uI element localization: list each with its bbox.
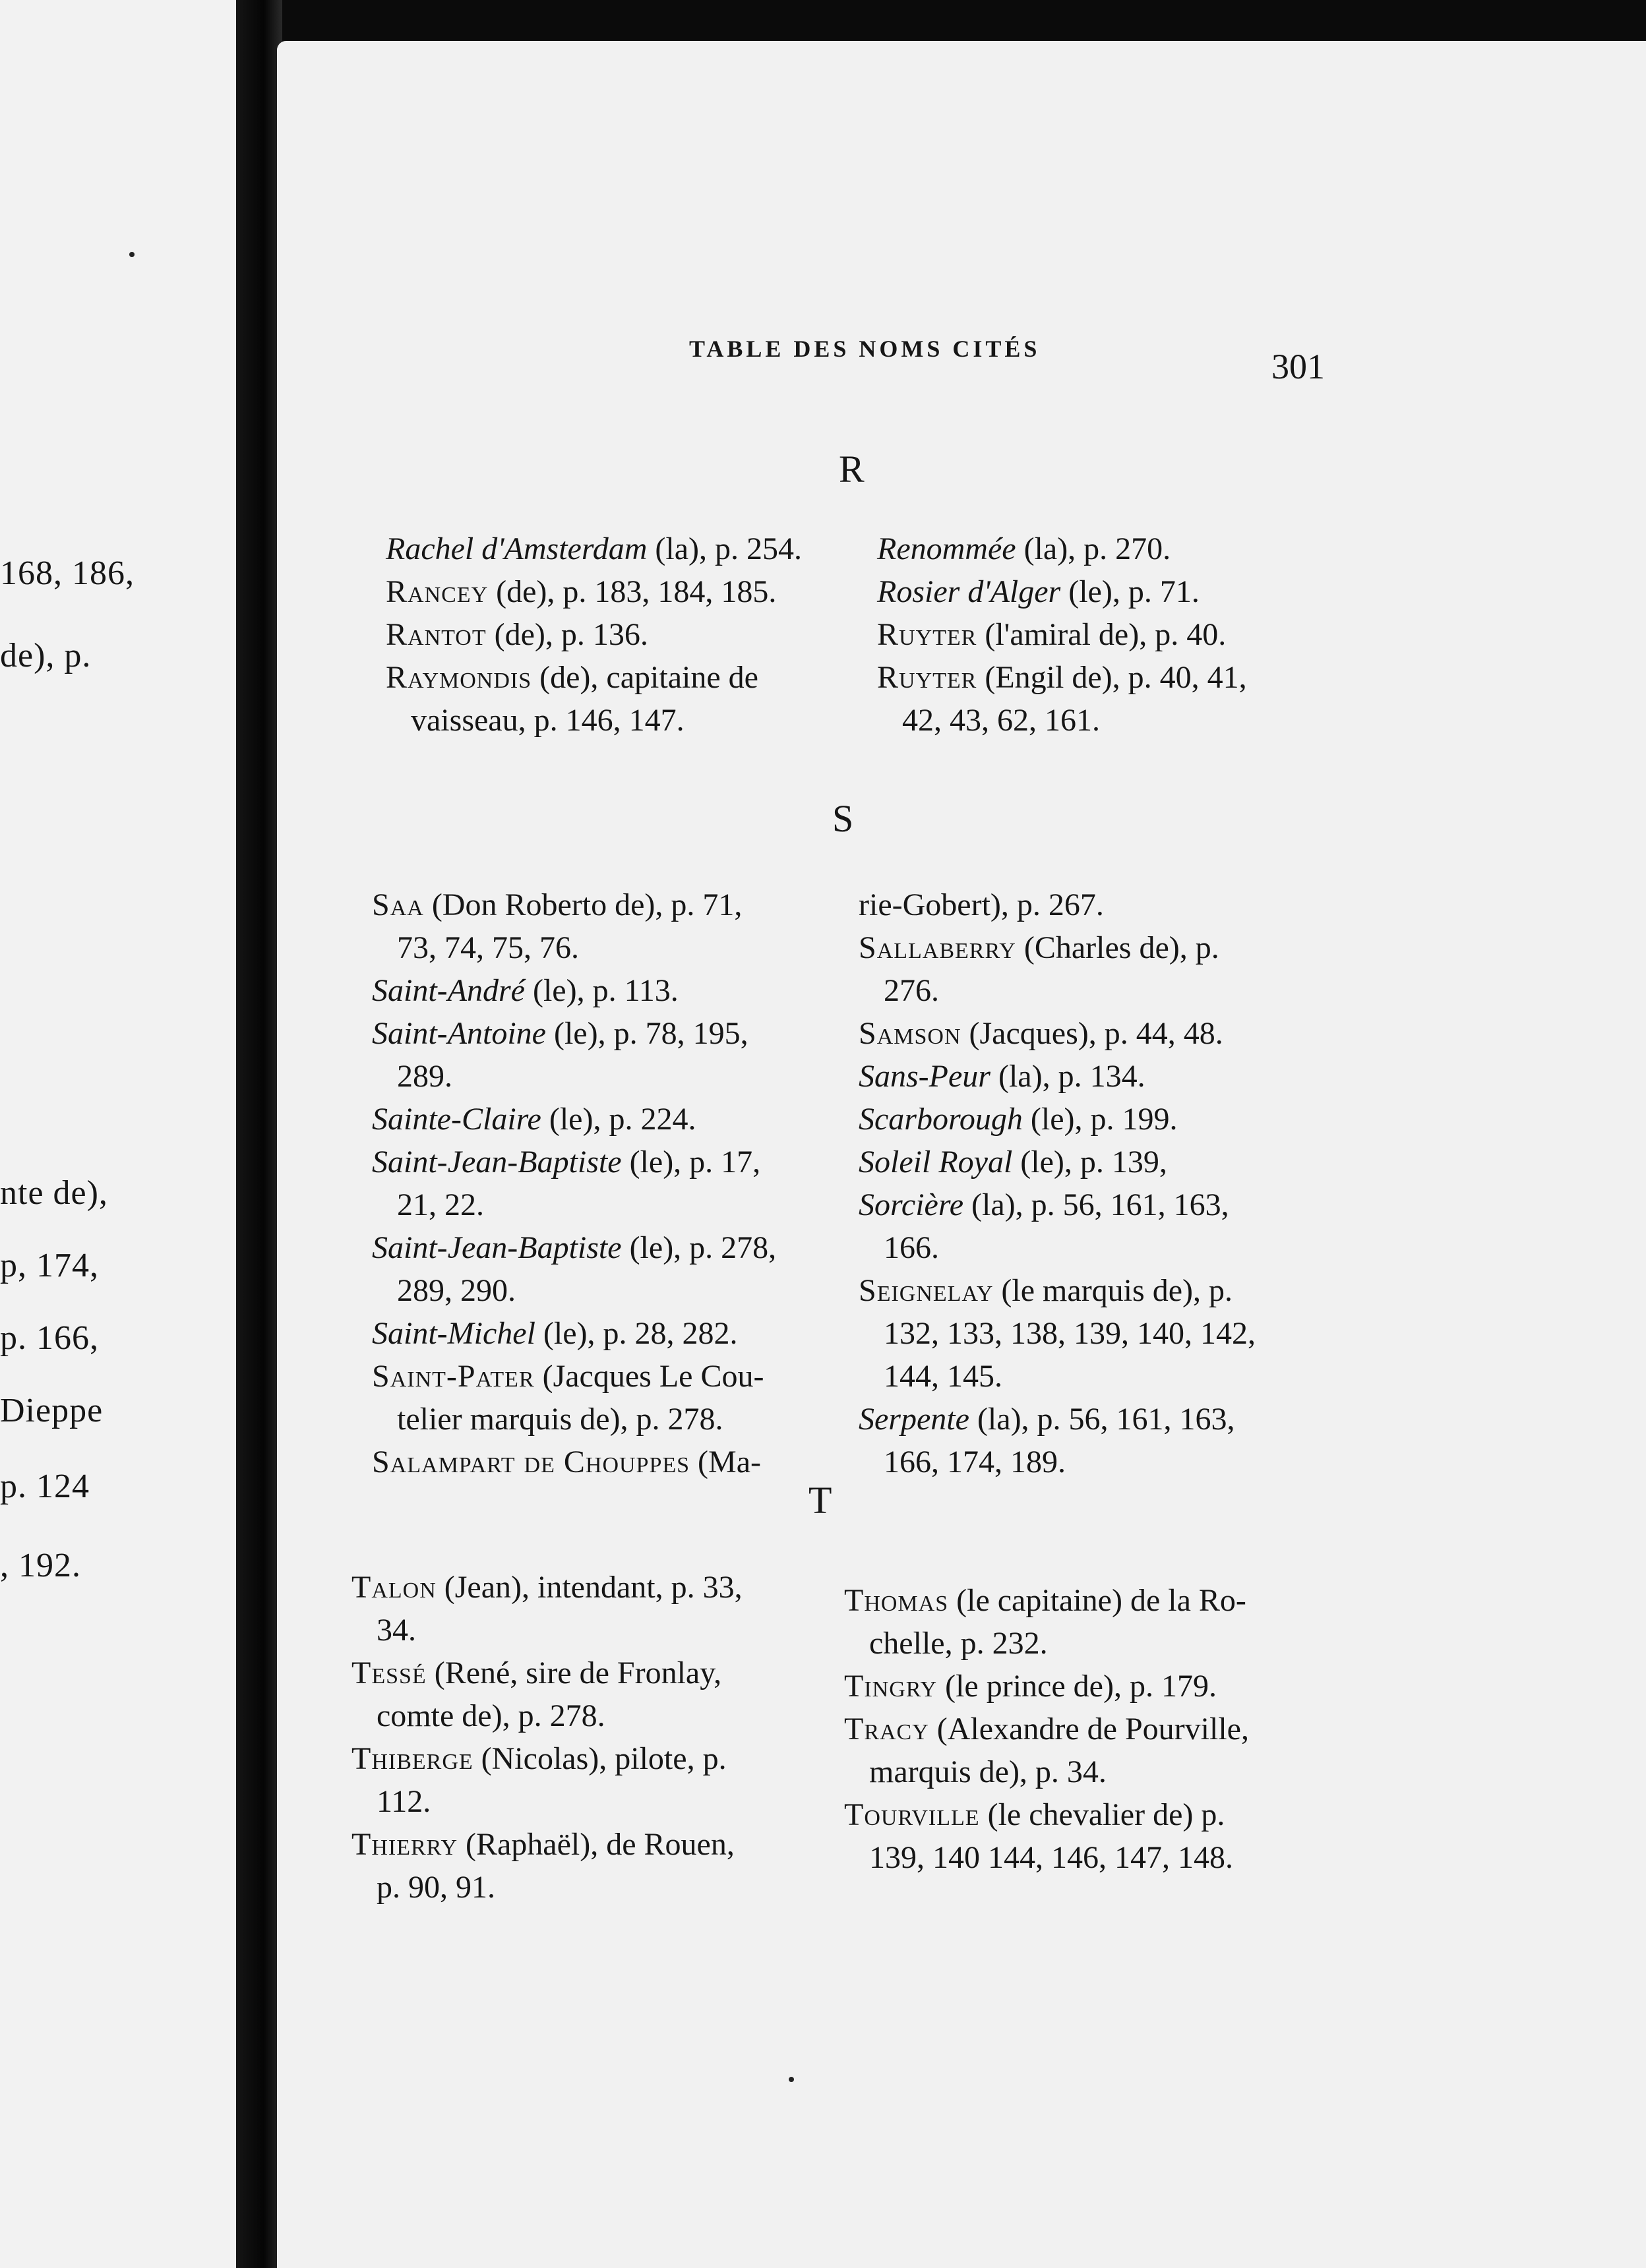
index-entry [372,1226,776,1312]
entry-continuation: 34. [377,1613,416,1648]
entry-reference: (René, sire de Fronlay, [426,1656,722,1690]
left-page-fragment: , 192. [0,1547,81,1584]
entry-name: Saint-Jean-Baptiste [372,1145,622,1179]
left-page-fragment: p, 174, [0,1247,99,1284]
index-entry [859,1269,1256,1398]
entry-continuation: marquis de), p. 34. [869,1754,1107,1789]
entry-reference: rie-Gobert), p. 267. [859,887,1104,922]
entry-continuation: telier marquis de), p. 278. [397,1402,723,1437]
index-entry [859,1398,1256,1483]
entry-name: Sainte-Claire [372,1102,541,1137]
index-entry [859,1141,1256,1183]
left-page-fragment: p. 166, [0,1319,99,1357]
index-entry [844,1579,1249,1665]
index-entry [372,1098,776,1141]
entry-continuation: 166, 174, 189. [884,1445,1066,1479]
left-page-fragment: de), p. [0,637,92,674]
entry-reference: (le marquis de), p. [993,1273,1233,1308]
entry-reference: (Don Roberto de), p. 71, [423,887,743,922]
left-page-fragment: Dieppe [0,1392,104,1429]
entry-reference: (Jacques Le Cou- [534,1359,764,1394]
entry-name: Saa [372,887,424,922]
entry-name: Tourville [844,1797,980,1832]
index-entry [877,570,1247,613]
left-page-fragment: p. 124 [0,1468,90,1505]
entry-name: Sans-Peur [859,1059,991,1094]
entry-name: Serpente [859,1402,969,1437]
entry-reference: (le), p. 199. [1022,1102,1178,1137]
running-head: TABLE DES NOMS CITÉS [689,336,1041,362]
entry-reference: (Jacques), p. 44, 48. [961,1016,1223,1051]
entry-name: Rosier d'Alger [877,574,1061,609]
entry-reference: (le), p. 113. [524,973,679,1008]
entry-reference: (la), p. 56, 161, 163, [969,1402,1235,1437]
entry-name: Rachel d'Amsterdam [386,531,648,566]
entry-name: Raymondis [386,660,532,695]
index-entry [859,1098,1256,1141]
index-column-s-right [859,883,1256,1483]
entry-reference: (de), p. 183, 184, 185. [488,574,777,609]
ink-speck [129,252,135,257]
index-column-t-right [844,1579,1249,1879]
left-page [0,0,236,2268]
entry-name: Seignelay [859,1273,994,1308]
entry-continuation: 144, 145. [884,1359,1002,1394]
index-entry [877,613,1247,656]
index-entry [386,656,802,742]
index-entry [351,1566,743,1652]
entry-reference: (Nicolas), pilote, p. [473,1741,727,1776]
entry-reference: (le), p. 278, [621,1230,777,1265]
index-entry [372,1312,776,1355]
index-entry [372,883,776,969]
entry-reference: (le), p. 17, [621,1145,761,1179]
entry-reference: (de), capitaine de [532,660,758,695]
index-entry [372,969,776,1012]
entry-name: Talon [351,1570,437,1605]
entry-reference: (l'amiral de), p. 40. [977,617,1227,652]
entry-continuation: 21, 22. [397,1187,484,1222]
entry-continuation: 139, 140 144, 146, 147, 148. [869,1840,1233,1875]
index-entry [372,1355,776,1441]
entry-continuation: chelle, p. 232. [869,1626,1048,1661]
entry-continuation: 289, 290. [397,1273,516,1308]
index-entry [372,1012,776,1098]
page-number: 301 [1271,347,1325,386]
ink-speck [789,2077,794,2082]
index-entry [372,1441,776,1483]
entry-continuation: p. 90, 91. [377,1870,495,1905]
left-page-fragment: 168, 186, [0,554,135,592]
index-entry [859,883,1256,926]
section-letter-t: T [808,1479,832,1522]
entry-reference: (le), p. 139, [1012,1145,1167,1179]
entry-name: Tracy [844,1712,929,1746]
index-column-t-left [351,1566,743,1909]
entry-continuation: comte de), p. 278. [377,1698,605,1733]
entry-reference: (le), p. 71. [1060,574,1200,609]
entry-name: Sorcière [859,1187,964,1222]
entry-continuation: vaisseau, p. 146, 147. [411,703,685,738]
entry-reference: (le prince de), p. 179. [937,1669,1217,1704]
entry-reference: (la), p. 254. [647,531,803,566]
entry-name: Renommée [877,531,1016,566]
index-entry [844,1793,1249,1879]
entry-continuation: 276. [884,973,939,1008]
index-entry [859,926,1256,1012]
entry-name: Saint-Jean-Baptiste [372,1230,622,1265]
entry-name: Sallaberry [859,930,1016,965]
entry-name: Thomas [844,1583,949,1618]
index-column-r-left [386,527,802,742]
entry-reference: (Alexandre de Pourville, [929,1712,1249,1746]
entry-continuation: 112. [377,1784,431,1819]
entry-reference: (le), p. 78, 195, [545,1016,748,1051]
entry-name: Thierry [351,1827,458,1862]
index-column-r-right [877,527,1247,742]
entry-reference: (la), p. 270. [1016,531,1171,566]
entry-continuation: 73, 74, 75, 76. [397,930,579,965]
entry-name: Rancey [386,574,489,609]
index-entry [844,1708,1249,1793]
entry-name: Scarborough [859,1102,1023,1137]
entry-reference: (le), p. 28, 282. [535,1316,738,1351]
entry-name: Samson [859,1016,961,1051]
entry-reference: (Ma- [690,1445,761,1479]
index-entry [372,1141,776,1226]
book-spine-shadow [236,0,282,2268]
entry-continuation: 132, 133, 138, 139, 140, 142, [884,1316,1256,1351]
left-page-fragment: nte de), [0,1174,108,1212]
entry-reference: (le capitaine) de la Ro- [948,1583,1246,1618]
entry-continuation: 42, 43, 62, 161. [902,703,1100,738]
entry-reference: (le chevalier de) p. [979,1797,1225,1832]
index-entry [386,570,802,613]
entry-reference: (Engil de), p. 40, 41, [977,660,1247,695]
section-letter-s: S [832,797,854,840]
index-entry [859,1012,1256,1055]
entry-name: Tingry [844,1669,938,1704]
index-entry [386,613,802,656]
entry-name: Saint-Pater [372,1359,535,1394]
entry-name: Tessé [351,1656,427,1690]
entry-reference: (la), p. 56, 161, 163, [963,1187,1229,1222]
index-entry [859,1183,1256,1269]
entry-reference: (Raphaël), de Rouen, [458,1827,735,1862]
entry-name: Saint-Michel [372,1316,535,1351]
index-entry [351,1652,743,1737]
entry-name: Ruyter [877,660,977,695]
entry-name: Soleil Royal [859,1145,1013,1179]
entry-name: Saint-Antoine [372,1016,546,1051]
entry-name: Saint-André [372,973,525,1008]
entry-name: Rantot [386,617,487,652]
section-letter-r: R [839,448,865,491]
entry-reference: (la), p. 134. [990,1059,1145,1094]
index-entry [859,1055,1256,1098]
entry-name: Ruyter [877,617,977,652]
entry-reference: (Jean), intendant, p. 33, [436,1570,743,1605]
entry-continuation: 289. [397,1059,452,1094]
entry-reference: (le), p. 224. [541,1102,696,1137]
entry-name: Salampart de Chouppes [372,1445,690,1479]
entry-continuation: 166. [884,1230,939,1265]
entry-name: Thiberge [351,1741,473,1776]
index-entry [877,527,1247,570]
index-column-s-left [372,883,776,1483]
index-entry [351,1737,743,1823]
index-entry [351,1823,743,1909]
entry-reference: (de), p. 136. [486,617,648,652]
index-entry [877,656,1247,742]
index-entry [844,1665,1249,1708]
entry-reference: (Charles de), p. [1016,930,1219,965]
index-entry [386,527,802,570]
